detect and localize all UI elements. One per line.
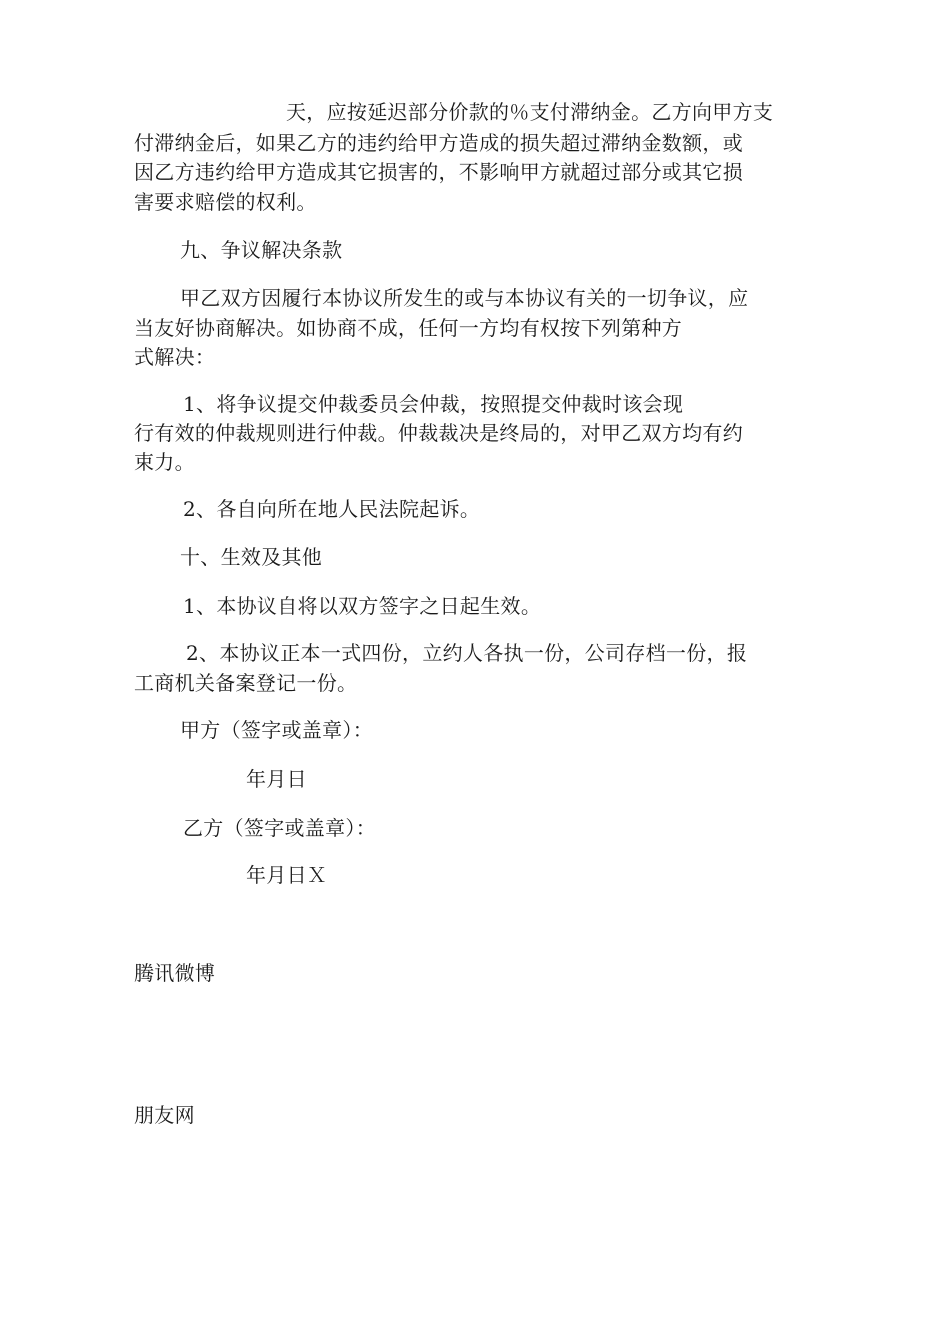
effectiveness-item-2-line: 工商机关备案登记一份。 bbox=[134, 671, 358, 695]
section-heading-effectiveness: 十、生效及其他 bbox=[180, 545, 323, 569]
footer-link-pengyou[interactable]: 朋友网 bbox=[134, 1103, 195, 1127]
dispute-item-arbitration-line: 1、将争议提交仲裁委员会仲裁，按照提交仲裁时该会现 bbox=[183, 392, 684, 416]
footer-link-tencent-weibo[interactable]: 腾讯微博 bbox=[134, 961, 216, 985]
effectiveness-item-2-line: 2、本协议正本一式四份，立约人各执一份，公司存档一份，报 bbox=[186, 641, 748, 665]
dispute-intro-line: 甲乙双方因履行本协议所发生的或与本协议有关的一切争议，应 bbox=[180, 286, 749, 310]
party-b-signature-label: 乙方（签字或盖章）： bbox=[183, 816, 376, 840]
dispute-item-court: 2、各自向所在地人民法院起诉。 bbox=[183, 497, 481, 521]
party-a-signature-label: 甲方（签字或盖章）： bbox=[180, 718, 373, 742]
penalty-text-line: 天，应按延迟部分价款的％支付滞纳金。乙方向甲方支 bbox=[286, 100, 774, 124]
dispute-item-arbitration-line: 行有效的仲裁规则进行仲裁。仲裁裁决是终局的，对甲乙双方均有约 bbox=[134, 421, 743, 445]
penalty-text-line: 害要求赔偿的权利。 bbox=[134, 190, 317, 214]
penalty-text-line: 因乙方违约给甲方造成其它损害的，不影响甲方就超过部分或其它损 bbox=[134, 160, 743, 184]
dispute-intro-line: 当友好协商解决。如协商不成，任何一方均有权按下列第种方 bbox=[134, 316, 683, 340]
penalty-text-line: 付滞纳金后，如果乙方的违约给甲方造成的损失超过滞纳金数额，或 bbox=[134, 131, 743, 155]
section-heading-dispute: 九、争议解决条款 bbox=[180, 238, 343, 262]
dispute-intro-line: 式解决： bbox=[134, 345, 216, 369]
effectiveness-item-1: 1、本协议自将以双方签字之日起生效。 bbox=[183, 594, 542, 618]
dispute-item-arbitration-line: 束力。 bbox=[134, 450, 195, 474]
party-a-date: 年月日 bbox=[246, 767, 307, 791]
party-b-date: 年月日Ｘ bbox=[246, 863, 328, 887]
